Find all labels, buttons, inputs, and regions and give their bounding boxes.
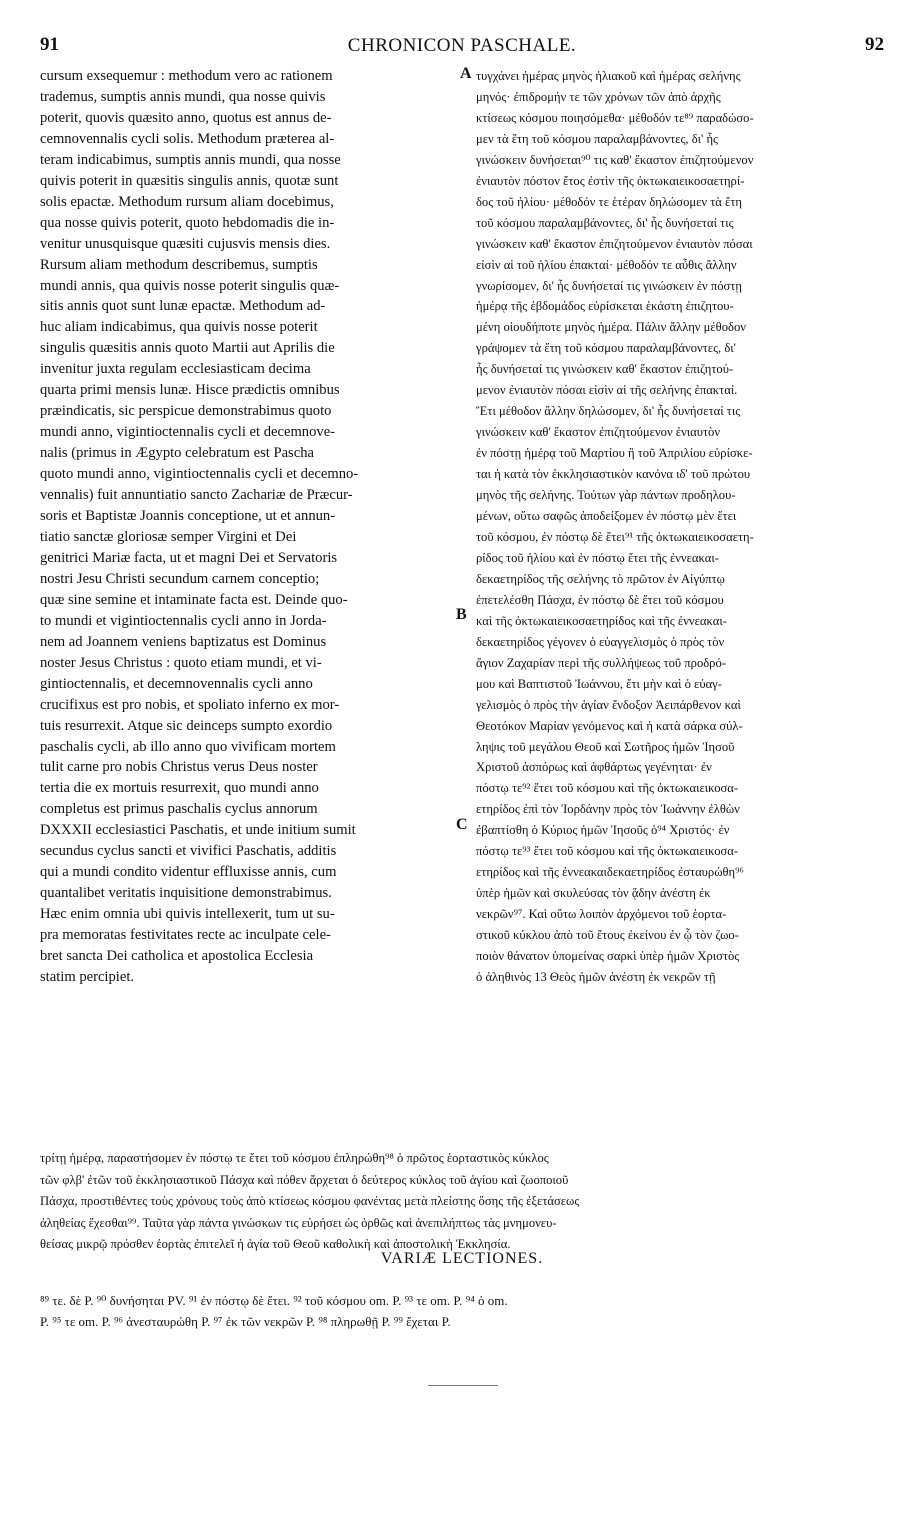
greek-text-line: μου καὶ Βαπτιστοῦ Ἰωάννου, ἔτι μὴν καὶ ὁ εὐαγ- bbox=[476, 676, 722, 691]
latin-text-line: solis epactæ. Methodum rursum aliam docebimus, bbox=[40, 193, 334, 210]
latin-text-line: noster Jesus Christus : quoto etiam mundi, et vi- bbox=[40, 654, 322, 671]
greek-text-line: μηνὸς τῆς σελήνης. Τούτων γὰρ πάντων προδηλου- bbox=[476, 488, 736, 503]
greek-text-line: δεκαετηρίδος τῆς σελήνης τὸ πρῶτον ἐν Αἰγύπτῳ bbox=[476, 571, 725, 586]
greek-text-line: νεκρῶν⁹⁷. Καὶ οὕτω λοιπὸν ἀρχόμενοι τοῦ ἑορτα- bbox=[476, 907, 727, 922]
latin-text-line: quæ sine semine et intaminate facta est. Deinde quo- bbox=[40, 591, 348, 608]
greek-text-line: ἅγιον Ζαχαρίαν περὶ τῆς συλλήψεως τοῦ προδρό- bbox=[476, 655, 726, 670]
greek-text-line: κτίσεως κόσμου ποιησόμεθα· μέθοδόν τε⁸⁹ παραδώσο- bbox=[476, 110, 754, 125]
greek-text-line: ἐβαπτίσθη ὁ Κύριος ἡμῶν Ἰησοῦς ὁ⁹⁴ Χριστός· ἐν bbox=[476, 823, 730, 838]
latin-column bbox=[40, 66, 452, 988]
greek-text-line: ἐν πόστῃ ἡμέρᾳ τοῦ Μαρτίου ἢ τοῦ Ἀπριλίου εὑρίσκε- bbox=[476, 446, 753, 461]
greek-text-line: ἡμέρᾳ τῆς ἑβδομάδος εὑρίσκεται ἑκάστη ἐπιζητου- bbox=[476, 299, 734, 314]
greek-text-line: μεν τὰ ἔτη τοῦ κόσμου παραλαμβάνοντες, δι' ἧς bbox=[476, 131, 719, 146]
latin-text-line: qui a mundi condito videntur effluxisse annis, cum bbox=[40, 864, 337, 881]
greek-text-line: ἐνιαυτὸν πόστον ἔτος ἐστὶν τῆς ὀκτωκαιεικοσαετηρί- bbox=[476, 173, 745, 188]
latin-text-line: Rursum aliam methodum describemus, sumptis bbox=[40, 256, 318, 273]
greek-text-line: γνωρίσομεν, δι' ἧς δυνήσεταί τις γινώσκειν ἐν πόστῃ bbox=[476, 278, 742, 293]
latin-text-line: nostri Jesu Christi secundum carnem conceptio; bbox=[40, 570, 320, 587]
latin-text-line: invenitur juxta regulam ecclesiasticam decima bbox=[40, 361, 311, 378]
latin-text-line: quivis poterit in quæsitis singulis annis, quotæ sunt bbox=[40, 172, 339, 189]
greek-full-line: ἀληθείας ἔχεσθαι⁹⁹. Ταῦτα γὰρ πάντα γινώσκων τις εὑρήσει ὡς ὀρθῶς καὶ ἀνεπιλήπτως τὰς μνημονευ- bbox=[40, 1215, 557, 1230]
latin-text-line: crucifixus est pro nobis, et spoliato inferno ex mor- bbox=[40, 696, 340, 713]
greek-text-line: μηνός· ἐπιδρομήν τε τῶν χρόνων τῶν ἀπὸ ἀρχῆς bbox=[476, 89, 721, 104]
margin-letter-b: B bbox=[456, 606, 467, 623]
latin-text-line: gintioctennalis, et decemnovennalis cycli anno bbox=[40, 675, 313, 692]
note-line: ⁸⁹ τε. δὲ P. ⁹⁰ δυνήσηται PV. ⁹¹ ἐν πόστῳ δὲ ἔτει. ⁹² τοῦ κόσμου om. P. ⁹³ τε om. P. ⁹⁴ ὁ om. bbox=[40, 1293, 508, 1308]
greek-text-line: ετηρίδος ἐπὶ τὸν Ἰορδάνην πρὸς τὸν Ἰωάννην ἐλθὼν bbox=[476, 802, 740, 817]
latin-text-line: trademus, sumptis annis mundi, qua nosse quivis bbox=[40, 88, 326, 105]
latin-text-line: pra memoratas festivitates recte ac inculpate cele- bbox=[40, 927, 331, 944]
greek-text-line: ἐπετελέσθη Πάσχα, ἐν πόστῳ δὲ ἔτει τοῦ κόσμου bbox=[476, 592, 724, 607]
greek-text-line: Ἔτι μέθοδον ἄλλην δηλώσομεν, δι' ἧς δυνήσεταί τις bbox=[476, 404, 741, 419]
latin-text-line: mundi annis, qua quivis nosse poterit singulis quæ- bbox=[40, 277, 340, 294]
greek-full-width-text bbox=[40, 1148, 886, 1256]
latin-text-line: paschalis cycli, ab illo anno quo vivificam mortem bbox=[40, 738, 336, 755]
margin-letter-a: A bbox=[460, 65, 472, 82]
latin-text-line: præindicatis, sic perspicue demonstrabimus quoto bbox=[40, 403, 332, 420]
greek-full-line: τῶν φλβ' ἐτῶν τοῦ ἐκκλησιαστικοῦ Πάσχα καὶ πόθεν ἄρχεται ὁ δεύτερος κύκλος τοῦ ἁγίου καὶ ζωοποιοῦ bbox=[40, 1172, 569, 1187]
greek-text-line: εἰσὶν αἱ τοῦ ἡλίου ἐπακταί· μέθοδόν τε αὖθις ἄλλην bbox=[476, 257, 737, 272]
latin-text-line: poterit, quovis quæsito anno, quotus est annus de- bbox=[40, 109, 332, 126]
greek-text-line: γράψομεν τὰ ἔτη τοῦ κόσμου παραλαμβάνοντες, δι' bbox=[476, 341, 736, 356]
margin-letter-c: C bbox=[456, 816, 468, 833]
latin-text-line: completus est primus paschalis cyclus annorum bbox=[40, 801, 318, 818]
greek-full-line: τρίτῃ ἡμέρᾳ, παραστήσομεν ἐν πόστῳ τε ἔτει τοῦ κόσμου ἐπληρώθη⁹⁸ ὁ πρῶτος ἑορταστικὸς κύκλος bbox=[40, 1151, 549, 1165]
latin-text-line: nalis (primus in Ægypto celebratum est Pascha bbox=[40, 445, 314, 462]
greek-full-line: Πάσχα, προστιθέντες τοὺς χρόνους τοὺς ἀπὸ κτίσεως κόσμου φανέντας μετὰ πλείστης ὅσης τῆς ἐξετάσεως bbox=[40, 1194, 580, 1208]
running-title: CHRONICON PASCHALE. bbox=[347, 35, 577, 56]
greek-text-line: γινώσκειν καθ' ἕκαστον ἐπιζητούμενον ἐνιαυτὸν bbox=[476, 425, 721, 440]
latin-text-line: huc aliam indicabimus, qua quivis nosse poterit bbox=[40, 319, 318, 336]
latin-text-line: nem ad Joannem veniens baptizatus est Dominus bbox=[40, 633, 327, 650]
greek-text-line: μένων, οὕτω σαφῶς ἀποδείξομεν ἐν πόστῳ μὲν ἔτει bbox=[476, 509, 737, 524]
latin-text-line: quarta primi mensis lunæ. Hisce prædictis omnibus bbox=[40, 382, 340, 399]
latin-text-line: soris et Baptistæ Joannis conceptione, ut et annun- bbox=[40, 508, 336, 525]
greek-text-line: τοῦ κόσμου παραλαμβάνοντες, δι' ἧς δυνήσεταί τις bbox=[476, 215, 734, 230]
greek-text-line: Θεοτόκον Μαρίαν γενόμενος καὶ ἡ κατὰ σάρκα σύλ- bbox=[476, 718, 743, 733]
latin-text-line: vennalis) fuit annuntiatio sancto Zachariæ de Præcur- bbox=[40, 487, 353, 504]
greek-text-line: ται ἡ κατὰ τὸν ἐκκλησιαστικὸν κανόνα ιδ' τοῦ πρώτου bbox=[476, 467, 751, 482]
greek-text-line: πόστῳ τε⁹² ἔτει τοῦ κόσμου καὶ τῆς ὀκτωκαιεικοσα- bbox=[476, 781, 739, 796]
note-line: P. ⁹⁵ τε om. P. ⁹⁶ ἀνεσταυρώθη P. ⁹⁷ ἐκ τῶν νεκρῶν P. ⁹⁸ πληρωθῇ P. ⁹⁹ ἔχεται P. bbox=[40, 1314, 451, 1329]
greek-text-line: ρίδος τοῦ ἡλίου καὶ ἐν πόστῳ ἔτει τῆς ἐννεακαι- bbox=[476, 550, 719, 565]
greek-text-line: ποιὸν θάνατον ὑπομείνας σαρκὶ ὑπὲρ ἡμῶν Χριστὸς bbox=[476, 949, 740, 964]
greek-text-line: γινώσκειν δυνήσεται⁹⁰ τις καθ' ἕκαστον ἐπιζητούμενον bbox=[476, 152, 754, 167]
latin-text-line: quoto mundi anno, vigintioctennalis cycli et decemno- bbox=[40, 466, 359, 483]
latin-text-line: tulit carne pro nobis Christus verus Deus noster bbox=[40, 759, 318, 776]
latin-text-line: DXXXII ecclesiastici Paschatis, et unde initium sumit bbox=[40, 822, 356, 839]
latin-text-line: bret sancta Dei catholica et apostolica Ecclesia bbox=[40, 948, 314, 965]
running-header bbox=[40, 34, 884, 64]
greek-text-line: ὑπὲρ ἡμῶν καὶ σκυλεύσας τὸν ᾅδην ἀνέστη ἐκ bbox=[476, 886, 711, 901]
latin-text-line: teram indicabimus, sumptis annis mundi, qua nosse bbox=[40, 151, 341, 168]
greek-text-line: γινώσκειν καθ' ἕκαστον ἐπιζητούμενον ἐνιαυτὸν πόσαι bbox=[476, 236, 753, 251]
greek-full-line: θείσας μικρῷ πρόσθεν ἑορτὰς ἐπιτελεῖ ἡ ἁγία τοῦ Θεοῦ καθολικὴ καὶ ἀποστολικὴ Ἐκκλησία. bbox=[40, 1237, 511, 1251]
greek-text-line: ληψις τοῦ μεγάλου Θεοῦ καὶ Σωτῆρος ἡμῶν Ἰησοῦ bbox=[476, 739, 735, 754]
variant-readings-notes bbox=[40, 1290, 886, 1332]
latin-text-line: singulis quæsitis annis quoto Martii aut Aprilis die bbox=[40, 340, 335, 357]
greek-text-line: δεκαετηρίδος γέγονεν ὁ εὐαγγελισμὸς ὁ πρὸς τὸν bbox=[476, 634, 725, 649]
latin-text-line: cursum exsequemur : methodum vero ac rationem bbox=[40, 68, 333, 84]
latin-text-line: secundus cyclus sancti et vivifici Paschatis, additis bbox=[40, 843, 337, 860]
greek-column bbox=[476, 66, 886, 988]
greek-text-line: τοῦ κόσμου, ἐν πόστῳ δὲ ἔτει⁹¹ τῆς ὀκτωκαιεικοσαετη- bbox=[476, 529, 754, 544]
page-number-right: 92 bbox=[865, 34, 884, 55]
greek-text-line: δος τοῦ ἡλίου· μέθοδόν τε ἑτέραν δηλώσομεν τὰ ἔτη bbox=[476, 194, 742, 209]
latin-text-line: to mundi et vigintioctennalis cycli anno in Jorda- bbox=[40, 612, 327, 629]
latin-text-line: statim percipiet. bbox=[40, 968, 135, 985]
greek-text-line: τυγχάνει ἡμέρας μηνὸς ἡλιακοῦ καὶ ἡμέρας σελήνης bbox=[476, 69, 741, 83]
latin-text-line: cemnovennalis cycli solis. Methodum præterea al- bbox=[40, 130, 335, 147]
greek-text-line: καὶ τῆς ὀκτωκαιεικοσαετηρίδος καὶ τῆς ἐννεακαι- bbox=[476, 613, 727, 628]
latin-text-line: quantalibet veritatis inquisitione demonstrabimus. bbox=[40, 885, 332, 902]
greek-text-line: Χριστοῦ ἀσπόρως καὶ ἀφθάρτως γεγένηται· ἐν bbox=[476, 760, 712, 775]
latin-text-line: genitrici Mariæ facta, ut et magni Dei et Servatoris bbox=[40, 549, 338, 566]
latin-text-line: venitur unusquisque quæsiti cujusvis mensis dies. bbox=[40, 235, 331, 252]
end-rule bbox=[428, 1385, 498, 1386]
greek-text-line: ἧς δυνήσεταί τις γινώσκειν καθ' ἕκαστον ἐπιζητού- bbox=[476, 362, 734, 377]
latin-text-line: mundi anno, vigintioctennalis cycli et decemnove- bbox=[40, 424, 336, 441]
greek-text-line: ὁ ἀληθινὸς 13 Θεὸς ἡμῶν ἀνέστη ἐκ νεκρῶν τῇ bbox=[476, 969, 716, 984]
variae-lectiones-heading: VARIÆ LECTIONES. bbox=[380, 1250, 544, 1267]
greek-text-line: μενον ἐνιαυτὸν πόσαι εἰσὶν αἱ τῆς σελήνης ἐπακταί. bbox=[476, 383, 738, 398]
latin-text-line: tuis resurrexit. Atque sic deinceps sumpto exordio bbox=[40, 717, 333, 734]
greek-text-line: ετηρίδος καὶ τῆς ἐννεακαιδεκαετηρίδος ἐσταυρώθη⁹⁶ bbox=[476, 865, 744, 880]
greek-text-line: μένη οἱουδήποτε μηνὸς ἡμέρα. Πάλιν ἄλλην μέθοδον bbox=[476, 320, 746, 335]
greek-text-line: στικοῦ κύκλου ἀπὸ τοῦ ἔτους ἐκείνου ἐν ᾧ τὸν ζωο- bbox=[476, 928, 739, 943]
latin-text-line: sitis annis quot sunt lunæ epactæ. Methodum ad- bbox=[40, 298, 326, 315]
latin-text-line: tertia die ex mortuis resurrexit, quo mundi anno bbox=[40, 780, 319, 797]
latin-text-line: Hæc enim omnia ubi quivis intellexerit, tum ut su- bbox=[40, 906, 335, 923]
greek-text-line: γελισμὸς ὁ πρὸς τὴν ἁγίαν ἔνδοξον Ἀειπάρθενον καὶ bbox=[476, 697, 741, 712]
page-number-left: 91 bbox=[40, 34, 59, 55]
latin-text-line: tiatio sanctæ gloriosæ semper Virgini et Dei bbox=[40, 528, 297, 545]
latin-text-line: qua nosse quivis poterit, quoto hebdomadis die in- bbox=[40, 214, 335, 231]
greek-text-line: πόστῳ τε⁹³ ἔτει τοῦ κόσμου καὶ τῆς ὀκτωκαιεικοσα- bbox=[476, 844, 739, 859]
